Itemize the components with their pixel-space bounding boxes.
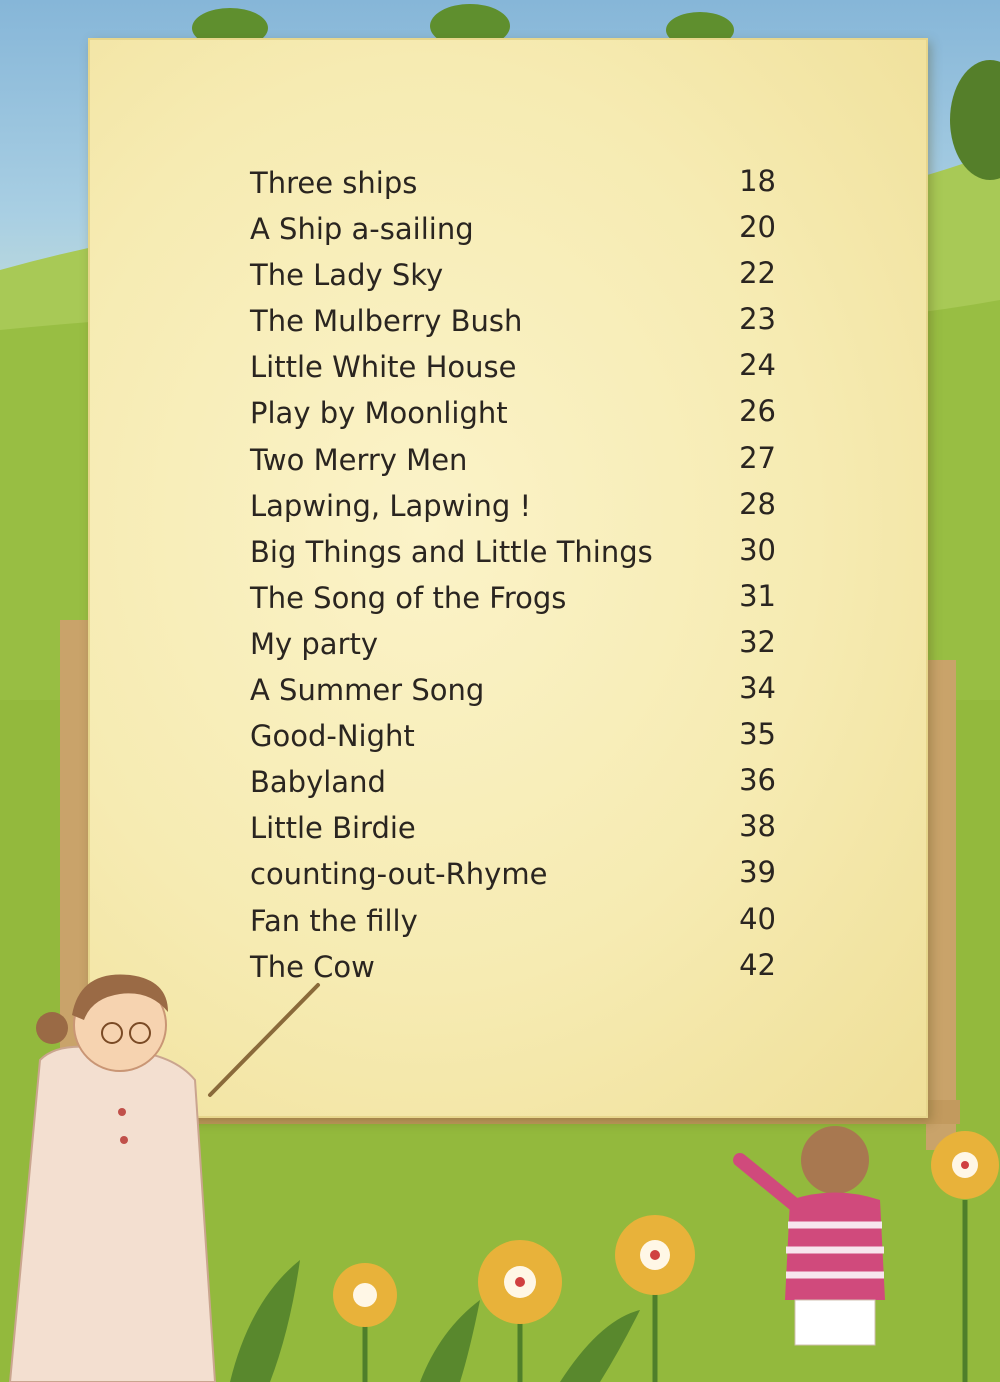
toc-title: Two Merry Men bbox=[250, 442, 468, 477]
toc-page-number: 26 bbox=[739, 394, 776, 429]
toc-title: Three ships bbox=[250, 166, 418, 200]
toc-title: Lapwing, Lapwing ! bbox=[250, 488, 532, 523]
toc-title: The Lady Sky bbox=[250, 258, 444, 293]
toc-page-number: 31 bbox=[739, 578, 776, 613]
flower bbox=[615, 1215, 695, 1382]
toc-title: Good-Night bbox=[250, 719, 415, 754]
toc-title: My party bbox=[250, 626, 379, 661]
toc-page-number: 34 bbox=[739, 671, 776, 706]
toc-page-number: 38 bbox=[739, 809, 776, 844]
toc-title: Big Things and Little Things bbox=[250, 534, 653, 569]
child-head bbox=[801, 1126, 869, 1194]
toc-page-number: 22 bbox=[739, 256, 776, 291]
toc-page-number: 39 bbox=[739, 855, 776, 890]
toc-page-number: 42 bbox=[739, 947, 776, 982]
toc-title: The Mulberry Bush bbox=[250, 304, 523, 339]
toc-title: A Ship a-sailing bbox=[250, 212, 474, 247]
toc-title: Fan the filly bbox=[250, 903, 418, 938]
flower bbox=[333, 1263, 397, 1382]
toc-page-number: 36 bbox=[739, 763, 776, 798]
toc-title: counting-out-Rhyme bbox=[250, 857, 548, 892]
child-shorts bbox=[795, 1300, 875, 1345]
toc-title: A Summer Song bbox=[250, 673, 485, 708]
toc-title: The Song of the Frogs bbox=[250, 580, 567, 615]
toc-title: Little White House bbox=[250, 350, 517, 385]
toc-page-number: 30 bbox=[739, 532, 776, 567]
dress-button bbox=[120, 1136, 128, 1144]
toc-page-number: 27 bbox=[739, 440, 776, 475]
toc-page-number: 23 bbox=[739, 302, 776, 337]
foreground-leaves bbox=[230, 1260, 640, 1382]
toc-page-number: 40 bbox=[739, 901, 776, 936]
child-figure bbox=[740, 1126, 885, 1345]
toc-title: Little Birdie bbox=[250, 811, 416, 846]
flower bbox=[478, 1240, 562, 1382]
toc-page-number: 20 bbox=[739, 210, 776, 245]
toc-title: Play by Moonlight bbox=[250, 396, 508, 431]
toc-page-number: 28 bbox=[739, 486, 776, 521]
flower bbox=[931, 1131, 999, 1382]
toc-title: The Cow bbox=[250, 949, 375, 984]
teacher-hair-bun bbox=[36, 1012, 68, 1044]
child-arm bbox=[740, 1160, 795, 1205]
pointer-stick bbox=[210, 985, 318, 1095]
toc-page-number: 24 bbox=[739, 348, 776, 383]
toc-title: Babyland bbox=[250, 765, 386, 800]
toc-page-number: 32 bbox=[739, 624, 776, 659]
teacher-dress bbox=[10, 1047, 215, 1382]
dress-button bbox=[118, 1108, 126, 1116]
toc-page-number: 35 bbox=[739, 717, 776, 752]
toc-page-number: 18 bbox=[739, 164, 776, 198]
